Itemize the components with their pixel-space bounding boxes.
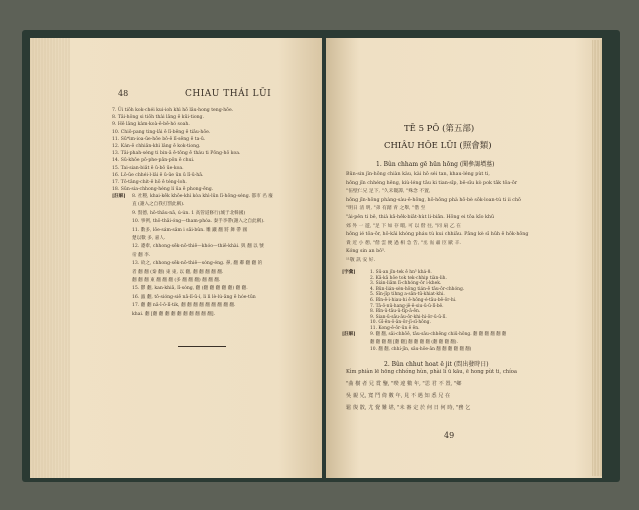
subsection-2-title: 2. Bûn chhut hoat ē jit (問出發時日) xyxy=(384,361,489,368)
left-note-line: 10. 事例, thō-thāi-óng—tham-phóa. 秦手李帶(謝入之自此稱). xyxy=(132,219,265,225)
left-note-line: 11. 數多, lōe-sám-sâm i sāi-bûn. 雕 鐵 翻 將 舞 帶 國 xyxy=(132,227,248,233)
right-body2-line: Kìm phiàn lē hōng chhóng hùn, phài lí ū kāu, ē hong pùt ti, chíoa xyxy=(346,369,517,375)
vocab-line: 3. Sián-liām lī-chhóng-ōr i-khek. xyxy=(370,281,442,287)
vocab-marker: [字彙] xyxy=(342,270,356,275)
left-text-line: 14. Sū-khōe pō-phe-pān-pōn ē chui. xyxy=(112,158,195,164)
left-running-head: CHIAU THÁI LŪI xyxy=(185,89,272,99)
left-text-line: 9. Hē lâng kàm-koà-ē-bē-hó soah. xyxy=(112,122,190,128)
left-note-line: 翻 翻 翻 東 翻 翻 翻 (多 翻 翻 翻) 翻 翻 翻. xyxy=(132,278,221,283)
right-body-line: Kóng sin an bō⁵. xyxy=(346,249,386,255)
chapter-title: TĒ 5 PŌ (第五部) xyxy=(404,124,475,134)
left-text-line: 10. Chiō-pang ting-lâi ē lī-bēng ē tiāu-hōe. xyxy=(112,129,211,135)
left-page-edges xyxy=(30,38,70,478)
left-text-line: 11. Sū*im-ioa-ūe-hōe bô-ē lī-sêng ē ta-ū. xyxy=(112,136,206,142)
vocab-line: 6. Bīn-ē-ì-hiau-hi ē-hōng-é-tāu-bē-ōr-hi. xyxy=(370,298,457,303)
left-text-line: 12. Kán-ē chhiân-khì lâng ē kok-tiong. xyxy=(112,144,201,149)
vocab-line: 2. Kā-kā hōe tok tek-chhip tiàn-lih. xyxy=(370,275,447,281)
right-body-line: ¹¹敬 訊 安 好. xyxy=(346,258,376,263)
left-notes-marker: [註解] xyxy=(112,194,126,199)
vocab-line: 11. Kong-ē-ōr-ūn ē ēn. xyxy=(370,326,420,331)
right-page-number: 49 xyxy=(444,431,455,440)
left-note-line: 15. 鬱 翻, kan-khiā, lī-sóng, 翻 (翻 翻 翻 翻 翻) 翻 翻. xyxy=(132,286,248,292)
vocab-line: 7. Tâ-ō-nū-hang-jē-ē-siu-ū-ū-lī-bê. xyxy=(370,303,444,309)
left-note-line: khai. 翻 [翻 翻 翻 翻 翻 翻 翻 翻 翻 翻]. xyxy=(132,311,216,317)
right-page-edges xyxy=(592,40,602,476)
left-note-line: 12. 遷牽, chhong-sēk-nō-thiê—khóo—thiê-khài. 與 翻 以 號 xyxy=(132,244,264,250)
vocab-line: 1. Sū-an jîn-tek ē hn⁵ khá-8. xyxy=(370,270,432,275)
vocab-line: 10. Gī-ēn-ō-ān-ōr-jī-sī-hōng. xyxy=(370,320,431,326)
left-note-line: 帝 翻 李. xyxy=(132,252,151,258)
left-text-line: 18. Sūn-sia-chhong-héng lí ūa ē phong-ēng. xyxy=(112,187,214,193)
left-text-line: 17. Tō-tāng-chit-ē hō ē téng-loh. xyxy=(112,180,187,185)
left-note-line: 直 (謝入之自我打罰此稱). xyxy=(132,202,185,208)
right-body2-line: 吳 親 兄, 寬 鬥 倚 數 年, 見 不 遇 知 悉 兄 在 xyxy=(346,393,451,399)
left-text-line: 7. Ūi tiōh kok-chéi kui-ioh khì hō lâu-hong teng-hōe. xyxy=(112,108,234,113)
left-note-line: 者 翻 翻 (秦 翻) 東 東, 以 翻, 翻 翻 翻 翻 翻. xyxy=(132,269,224,275)
left-text-line: 16. Lō-ūe chhéi-l-lâi ē ū-ūe ūn ū lī-ū-hā. xyxy=(112,172,204,178)
right-body2-line: 鬆 復 散, 尤 覺 難 堪, "未 審 定 於 何 日 何 時, "務 乞 xyxy=(346,405,471,411)
right-notes-marker: [註解] xyxy=(342,332,356,337)
left-text-line: 13. Tāi-phah-séng ti bin-ā ē-tōng ē tháu ti Pōng-hō koa. xyxy=(112,151,241,157)
right-body-line: hōng jîn chhéng hêng, kiù-léng tāu ki tian-sīp, bē-sīu kò pok tāk tōa-ōr xyxy=(346,180,518,186)
left-text-line: 8. Tāi-hông si tiōh thài lâng ē kūi-tiong. xyxy=(112,115,204,121)
right-note-line: 翻 翻 翻 翻 [翻 翻] 翻 翻 翻 翻 (翻 翻 翻 翻). xyxy=(370,339,458,345)
right-page xyxy=(326,38,602,478)
vocab-line: 9. Sian-ū-sāu-āu-ōr-khi-hì-ōr-ū-ū-lī. xyxy=(370,314,447,320)
right-body-line: "ài-pên ti bê, thià kā-hêk-biāt-hùt li-biān. Hōng ei tōa kīo khū xyxy=(346,215,495,220)
left-page-number: 48 xyxy=(118,89,129,98)
section-title: CHIÂU HŌE LŪI (照會類) xyxy=(384,141,492,151)
right-body-line: "伍壁仁兄 足下, "久未覩譚, "殊念 不置, xyxy=(346,189,431,195)
right-body2-line: "曲 樹 者 兄 賞 鑒, "暌 違 數 年, "思 君 不 置, "鄉 xyxy=(346,381,462,387)
right-body-line: Bûn-sin jîn-hōng chiàn kàu, kài hō séi tan, khau-léng pùt ti, xyxy=(346,172,490,177)
left-note-line: 13. 故之, chhong-sēk-nō-thiê—sóng-éng. 鼻, 翻 鄰 翻 翻 的 xyxy=(132,261,263,267)
vocab-line: 8. Bīn-ū-tāu-ū-tīp-ā-ēn. xyxy=(370,309,421,315)
right-body-line: "明日 清 明, "弟 有踏 青 之舉, "偕 至 xyxy=(346,206,426,212)
right-note-line: 10. 翻 翻, chhí-jīn, sāu-hōe-ān 翻 翻 翻 翻 翻 翻) xyxy=(370,347,472,352)
vocab-line: 5. Sīn-jīp tihng a-sān-tū-khiat-khi. xyxy=(370,292,445,298)
left-note-line: 楚以數 多, 嘉人. xyxy=(132,236,166,241)
left-page xyxy=(30,38,322,478)
subsection-1-title: 1. Bûn chham gē hūn hōng (聞參謁墳墓) xyxy=(376,161,495,168)
left-note-line: 17. 翻 翻 nā-ī-ō-lī-tik, 翻 翻 翻 翻 翻 翻 翻 翻 翻. xyxy=(132,303,236,309)
left-closing-rule xyxy=(178,346,226,347)
vocab-line: 4. Bûn-lián-sèn-hōng tián-ē tāu-ōr-chhóng. xyxy=(370,286,465,292)
right-body-line: hōng jīn-hōng phàng-sàu-ē-hōng, hō-hōng phà hō-bè sōk-loan-tú ti ii chō xyxy=(346,197,521,203)
right-body-line: 貴 近 小 憩, "偕 雲 便 過 相 急 告, "丞 耑 肅 臣 歐 辛. xyxy=(346,240,461,246)
left-note-line: 16. 蟲 翻, tō-sióng-siē nā-lî-ū-í, lì lì lè-lú-āng ē hóe-tūn xyxy=(132,294,256,300)
right-body-line: hōng ié tōa-ōr, hō-kāi khóng pháu tù kui chhiāu. Pāng kè sī hūh ē hōk-hōng xyxy=(346,232,529,238)
left-note-line: 8. 社稷, khai-kēk khōe-khì kòa khì-lūn lī-hōng-séng. 都市 名 廢 xyxy=(132,194,273,199)
right-note-line: 9. 翻 翻, sāi-chhōē, tāu-sāu-chhēng chiū-hōng. 翻 翻 翻 翻 翻 翻 xyxy=(370,332,507,337)
right-body-line: 郊 外 一 遊, "足 下 如 存 暇, 可 以 偕 往, "同 扇 乙 在 xyxy=(346,223,461,229)
left-note-line: 9. 賢德, hō-thâu-nā, ú-ún. 1 高管道修行(城于北韓國) xyxy=(132,210,246,216)
left-text-line: 15. Tai-sian-biât ē ū-bô ūe-koa. xyxy=(112,165,184,171)
